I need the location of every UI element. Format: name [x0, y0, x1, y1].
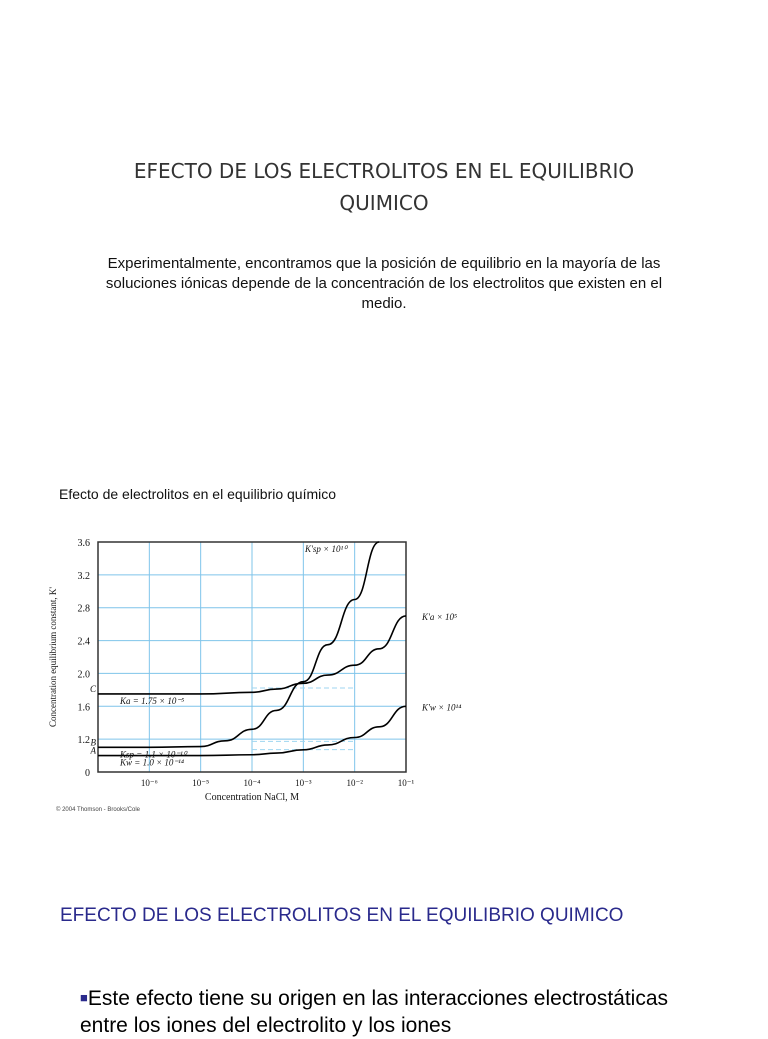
y-tick-label: 3.6 [77, 538, 90, 549]
bullet-item [80, 984, 720, 1039]
y-tick-label: 3.2 [77, 570, 90, 582]
bullet-text: Este efecto tiene su origen en las interacciones electrostáticas entre los iones del electrolito y los iones [80, 987, 669, 1037]
section-heading: EFECTO DE LOS ELECTROLITOS EN EL EQUILIBRIO QUIMICO [60, 905, 624, 926]
y-tick-label: 0 [85, 768, 90, 779]
slide-title: EFECTO DE LOS ELECTROLITOS EN EL EQUILIBRIO QUIMICO [133, 159, 635, 215]
annotation-label: Ksp = 1.1 × 10⁻¹⁰ [120, 749, 187, 760]
series-label: K'w × 10¹⁴ [422, 702, 462, 713]
bullet-icon: ■ [80, 990, 88, 1005]
series-label: K'sp × 10¹⁰ [305, 544, 347, 554]
x-tick-label: 10⁻⁶ [140, 778, 158, 788]
x-axis-title: Concentration NaCl, M [204, 792, 300, 803]
y-tick-label: 1.6 [77, 702, 90, 714]
slide-body-text: Experimentalmente, encontramos que la posición de equilibrio en la mayoría de las soluciones iónicas depende de la concentración de los electrolitos que existen en el medio. [105, 255, 663, 312]
y-tick-label: 1.2 [77, 735, 90, 747]
annotation-letter: B [90, 737, 96, 748]
annotation-label: Kw = 1.0 × 10⁻¹⁴ [120, 757, 184, 768]
figure-caption: Efecto de electrolitos en el equilibrio químico [59, 486, 337, 502]
x-tick-label: 10⁻⁵ [192, 778, 210, 788]
y-tick-label: 2.0 [77, 669, 90, 681]
annotation-letter: A [90, 745, 96, 756]
copyright-notice: © 2004 Thomson - Brooks/Cole [56, 807, 141, 813]
y-tick-label: 2.8 [77, 603, 90, 615]
x-tick-label: 10⁻¹ [397, 778, 415, 788]
y-tick-label: 2.4 [77, 636, 90, 648]
y-axis-title: Concentration equilibrium constant, K' [48, 586, 58, 728]
annotation-label: Ka = 1.75 × 10⁻⁵ [120, 695, 185, 706]
x-tick-label: 10⁻⁴ [243, 778, 261, 788]
series-label: K'a × 10⁵ [422, 611, 458, 622]
x-tick-label: 10⁻³ [295, 778, 312, 788]
x-tick-label: 10⁻² [346, 778, 363, 788]
equilibrium-chart [40, 528, 500, 818]
annotation-letter: C [89, 683, 96, 694]
